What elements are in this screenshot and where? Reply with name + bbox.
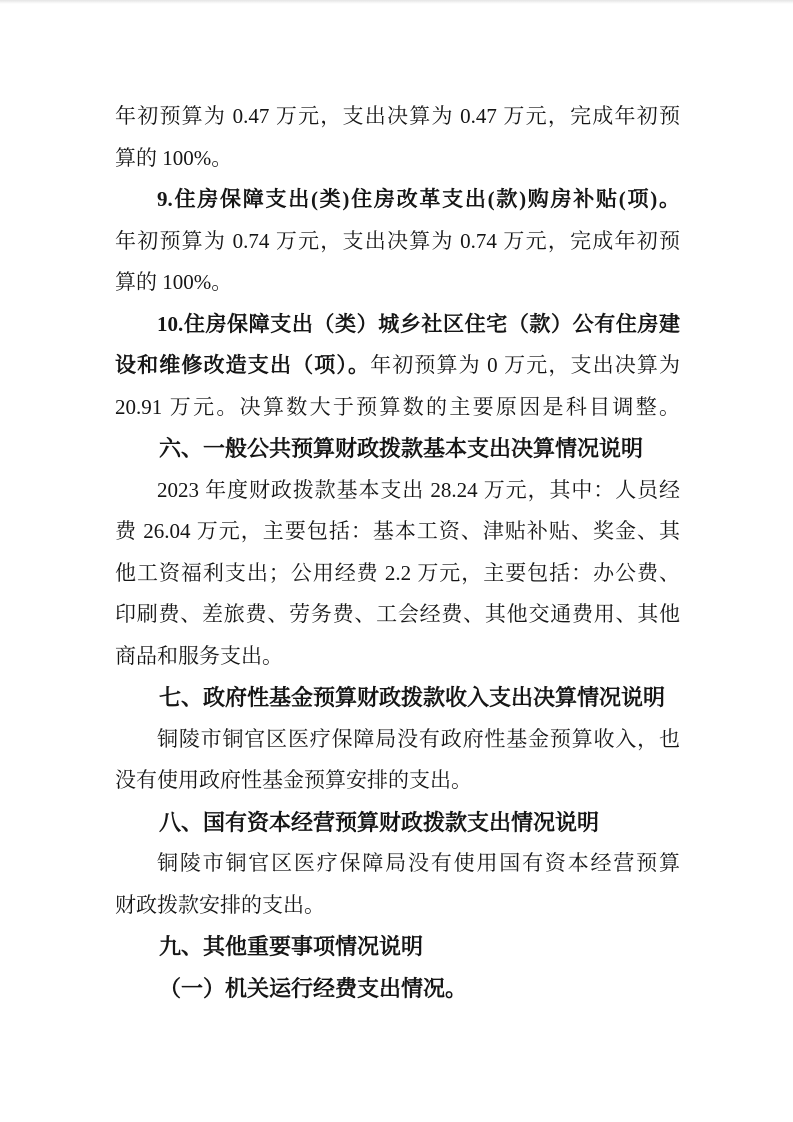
body-line: 铜陵市铜官区医疗保障局没有政府性基金预算收入，也 bbox=[157, 726, 680, 751]
body-line: 算的 100%。 bbox=[115, 145, 233, 170]
body-line: 2023 年度财政拨款基本支出 28.24 万元，其中：人员经 bbox=[157, 477, 680, 502]
body-line: 财政拨款安排的支出。 bbox=[115, 892, 325, 917]
body-line: 年初预算为 0.74 万元，支出决算为 0.74 万元，完成年初预 bbox=[115, 228, 680, 253]
section-heading-eight: 八、国有资本经营预算财政拨款支出情况说明 bbox=[159, 809, 600, 835]
body-line: 他工资福利支出；公用经费 2.2 万元，主要包括：办公费、 bbox=[115, 560, 680, 585]
body-line: 铜陵市铜官区医疗保障局没有使用国有资本经营预算 bbox=[157, 851, 680, 875]
body-line: 年初预算为 0.47 万元，支出决算为 0.47 万元，完成年初预 bbox=[115, 104, 680, 128]
section-heading-six: 六、一般公共预算财政拨款基本支出决算情况说明 bbox=[159, 436, 644, 461]
section-heading-seven: 七、政府性基金预算财政拨款收入支出决算情况说明 bbox=[159, 685, 666, 710]
body-line: 算的 100%。 bbox=[115, 270, 233, 294]
body-text: 年初预算为 0 万元，支出决算为 bbox=[370, 353, 681, 377]
item-9-heading-line: 9.住房保障支出(类)住房改革支出(款)购房补贴(项)。 bbox=[157, 187, 680, 211]
document-text-block bbox=[115, 96, 680, 1009]
item-10-heading-tail: 设和维修改造支出（项）。 bbox=[115, 353, 371, 377]
body-line: 没有使用政府性基金预算安排的支出。 bbox=[115, 768, 472, 792]
body-line: 费 26.04 万元，主要包括：基本工资、津贴补贴、奖金、其 bbox=[115, 519, 680, 543]
body-line: 20.91 万元。决算数大于预算数的主要原因是科目调整。 bbox=[115, 394, 680, 419]
body-line: 商品和服务支出。 bbox=[115, 643, 283, 668]
subsection-heading-one: （一）机关运行经费支出情况。 bbox=[159, 975, 468, 1001]
item-10-heading-line: 10.住房保障支出（类）城乡社区住宅（款）公有住房建 bbox=[157, 311, 680, 336]
item-10-mixed-line bbox=[115, 345, 680, 387]
body-line: 印刷费、差旅费、劳务费、工会经费、其他交通费用、其他 bbox=[115, 602, 680, 626]
section-heading-nine: 九、其他重要事项情况说明 bbox=[159, 934, 424, 959]
